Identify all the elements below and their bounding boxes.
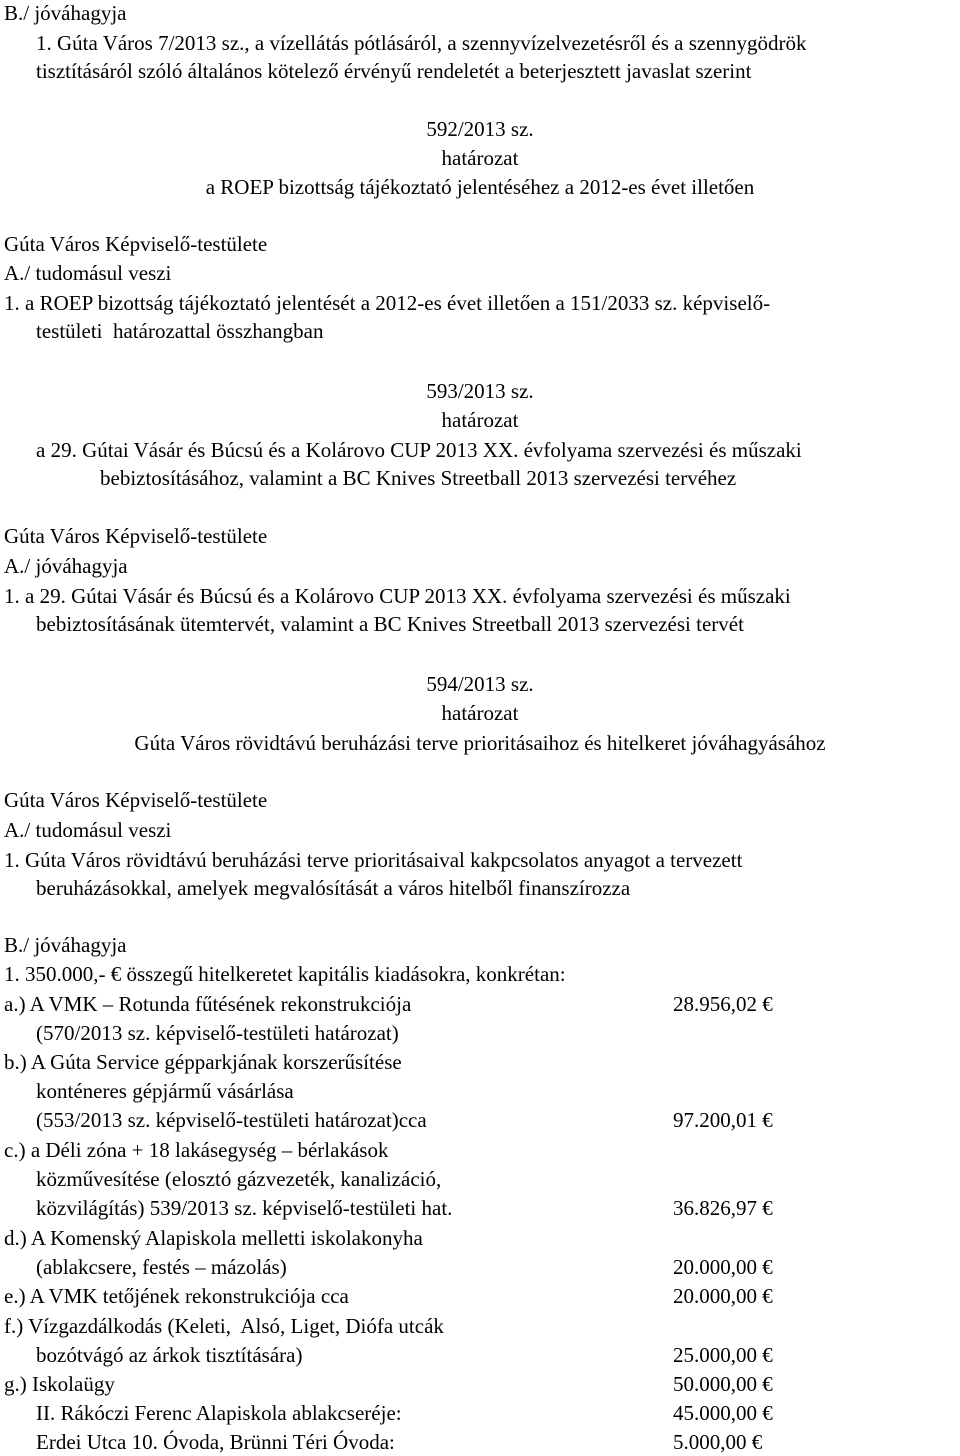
decree-item-line2: tisztításáról szóló általános kötelező érvényű rendeletét a beterjesztett javaslat szerint [36, 59, 752, 83]
council-name: Gúta Város Képviselő-testülete [4, 788, 268, 812]
resolution-subject: a ROEP bizottság tájékoztató jelentéséhez a 2012-es évet illetően [205, 175, 755, 199]
amount-e: 20.000,00 € [673, 1284, 773, 1308]
resolution-subject-line2: bebiztosításához, valamint a BC Knives Streetball 2013 szervezési tervéhez [100, 466, 737, 490]
credit-line-item: 1. 350.000,- € összegű hitelkeretet kapitális kiadásokra, konkrétan: [4, 962, 566, 986]
a-acknowledge-heading: A./ tudomásul veszi [4, 818, 172, 842]
resolution-number: 594/2013 sz. [426, 672, 534, 696]
list-item-c-ref: közvilágítás) 539/2013 sz. képviselő-testületi hat. [36, 1196, 453, 1220]
list-item-c-line2: közművesítése (elosztó gázvezeték, kanalizáció, [36, 1167, 442, 1191]
resolution-subject-line1: a 29. Gútai Vásár és Búcsú és a Kolárovo CUP 2013 XX. évfolyama szervezési és műszaki [36, 438, 802, 462]
item-line1: 1. Gúta Város rövidtávú beruházási terve prioritásaival kakpcsolatos anyagot a tervezett [4, 848, 743, 872]
amount-g: 50.000,00 € [673, 1372, 773, 1396]
resolution-number: 593/2013 sz. [426, 379, 534, 403]
list-item-b-line2: konténeres gépjármű vásárlása [36, 1079, 294, 1103]
a-acknowledge-heading: A./ tudomásul veszi [4, 261, 172, 285]
list-item-c: c.) a Déli zóna + 18 lakásegység – bérlakások [4, 1138, 389, 1162]
amount-d: 20.000,00 € [673, 1255, 773, 1279]
b-approve-heading: B./ jóváhagyja [4, 933, 127, 957]
list-item-g-sub1: II. Rákóczi Ferenc Alapiskola ablakcseréje: [36, 1401, 402, 1425]
list-item-g: g.) Iskolaügy [4, 1372, 115, 1396]
amount-a: 28.956,02 € [673, 992, 773, 1016]
resolution-label: határozat [441, 146, 519, 170]
list-item-d-line2: (ablakcsere, festés – mázolás) [36, 1255, 287, 1279]
item-line1: 1. a 29. Gútai Vásár és Búcsú és a Kolárovo CUP 2013 XX. évfolyama szervezési és műszaki [4, 584, 791, 608]
resolution-subject: Gúta Város rövidtávú beruházási terve prioritásaihoz és hitelkeret jóváhagyásához [134, 731, 826, 755]
list-item-e: e.) A VMK tetőjének rekonstrukciója cca [4, 1284, 349, 1308]
item-line2: bebiztosításának ütemtervét, valamint a BC Knives Streetball 2013 szervezési tervét [36, 612, 744, 636]
resolution-label: határozat [441, 408, 519, 432]
list-item-b: b.) A Gúta Service gépparkjának korszerűsítése [4, 1050, 402, 1074]
council-name: Gúta Város Képviselő-testülete [4, 232, 268, 256]
list-item-f-line2: bozótvágó az árkok tisztítására) [36, 1343, 303, 1367]
resolution-number: 592/2013 sz. [426, 117, 534, 141]
amount-g-sub1: 45.000,00 € [673, 1401, 773, 1425]
list-item-f: f.) Vízgazdálkodás (Keleti, Alsó, Liget, Diófa utcák [4, 1314, 444, 1338]
amount-f: 25.000,00 € [673, 1343, 773, 1367]
list-item-a-ref: (570/2013 sz. képviselő-testületi határozat) [36, 1021, 399, 1045]
b-approve-heading: B./ jóváhagyja [4, 1, 127, 25]
item-line2: testületi határozattal összhangban [36, 319, 324, 343]
a-approve-heading: A./ jóváhagyja [4, 554, 128, 578]
council-name: Gúta Város Képviselő-testülete [4, 524, 268, 548]
list-item-a: a.) A VMK – Rotunda fűtésének rekonstrukciója [4, 992, 412, 1016]
resolution-label: határozat [441, 701, 519, 725]
item-line2: beruházásokkal, amelyek megvalósítását a város hitelből finanszírozza [36, 876, 631, 900]
amount-g-sub2: 5.000,00 € [673, 1430, 763, 1454]
decree-item-line1: 1. Gúta Város 7/2013 sz., a vízellátás pótlásáról, a szennyvízelvezetésről és a szennygödrök [36, 31, 807, 55]
item-line1: 1. a ROEP bizottság tájékoztató jelentését a 2012-es évet illetően a 151/2033 sz. képviselő- [4, 291, 771, 315]
list-item-b-ref: (553/2013 sz. képviselő-testületi határozat)cca [36, 1108, 427, 1132]
list-item-d: d.) A Komenský Alapiskola melletti iskolakonyha [4, 1226, 423, 1250]
amount-b: 97.200,01 € [673, 1108, 773, 1132]
list-item-g-sub2: Erdei Utca 10. Óvoda, Brünni Téri Óvoda: [36, 1430, 395, 1454]
amount-c: 36.826,97 € [673, 1196, 773, 1220]
